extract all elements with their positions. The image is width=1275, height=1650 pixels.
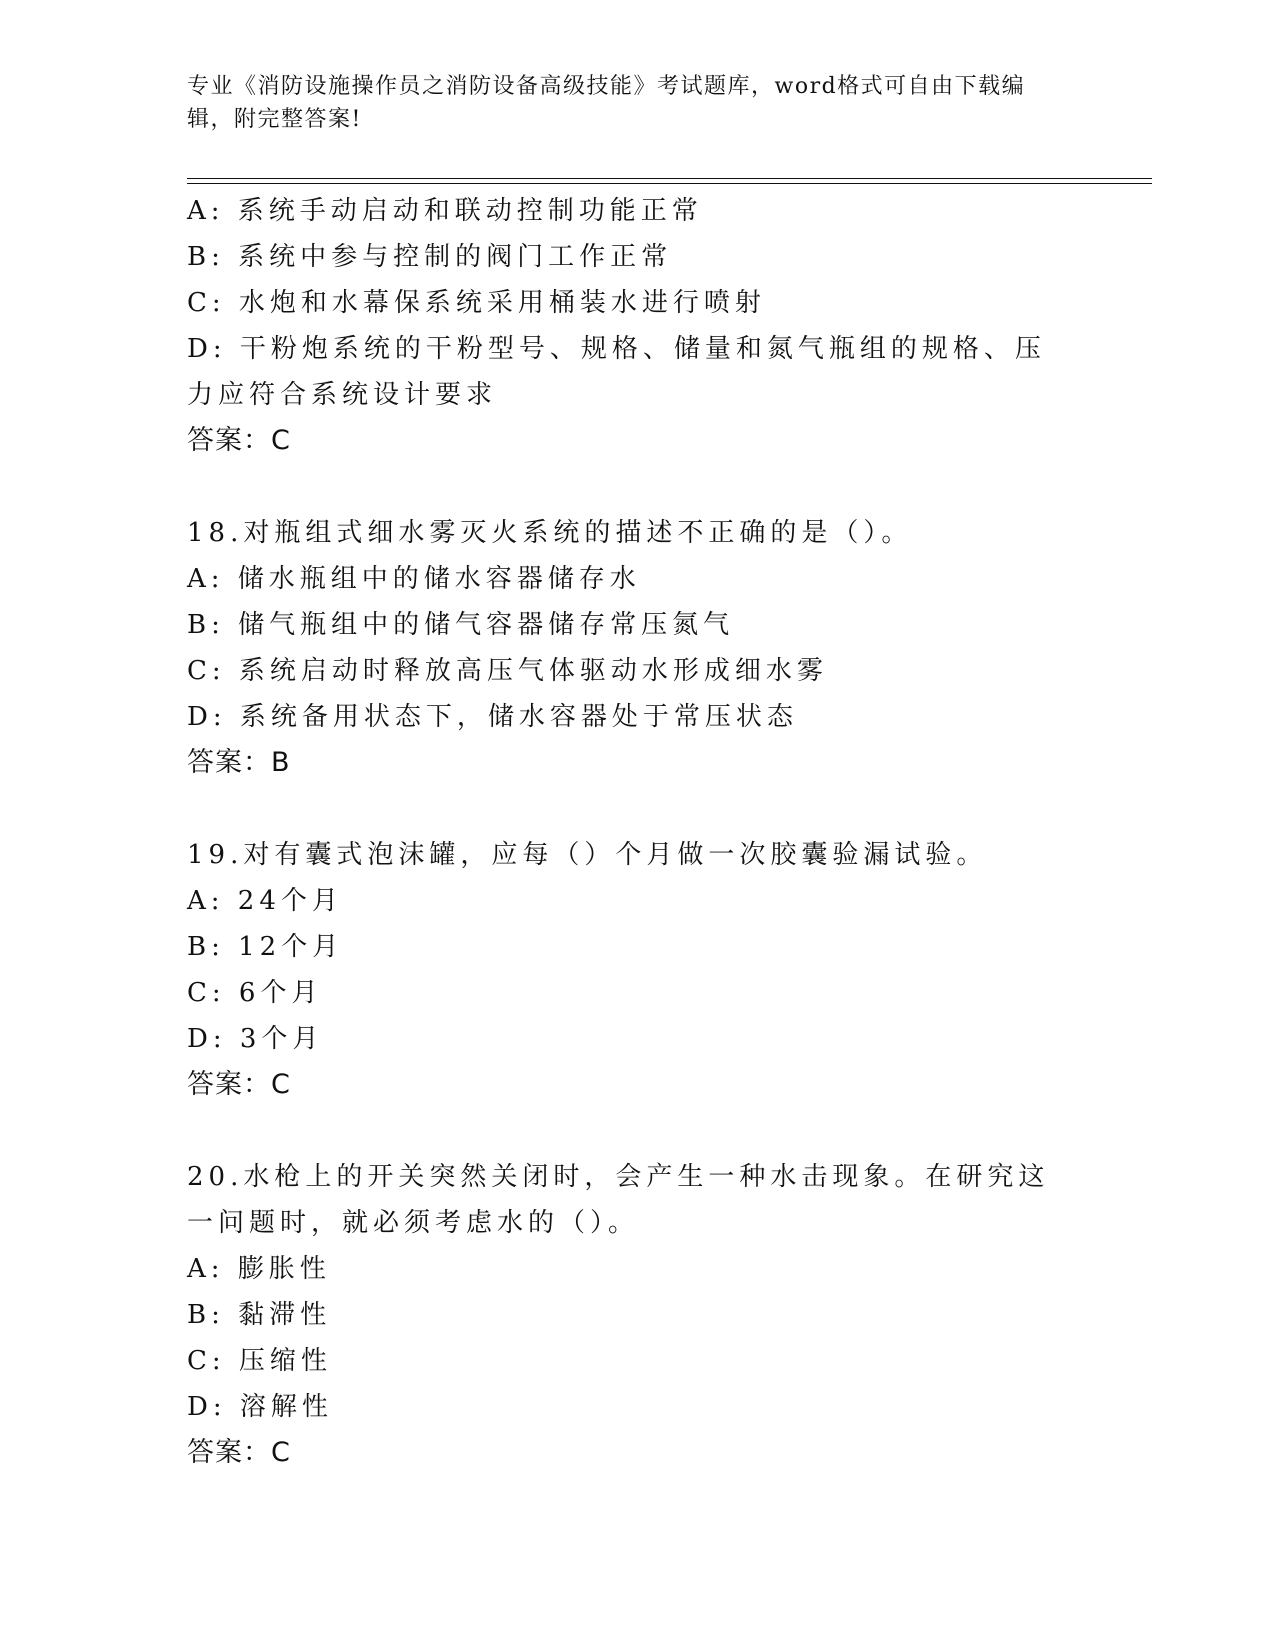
option-c: C: 6个月 xyxy=(187,978,323,1008)
option-b: B: 12个月 xyxy=(187,932,344,962)
option-b: B: 黏滞性 xyxy=(187,1300,332,1330)
document-header: 专业《消防设施操作员之消防设备高级技能》考试题库，word格式可自由下载编辑，附完整答案! xyxy=(187,74,1026,132)
question-19-block xyxy=(187,832,1067,1108)
answer-text: 答案：C xyxy=(187,425,291,456)
option-d: D: 系统备用状态下，储水容器处于常压状态 xyxy=(187,702,798,732)
option-d: D: 溶解性 xyxy=(187,1392,333,1422)
question-spacer xyxy=(187,1108,1067,1154)
question-text: 20.水枪上的开关突然关闭时，会产生一种水击现象。在研究这一问题时，就必须考虑水的（）。 xyxy=(187,1162,1050,1238)
option-a: A: 膨胀性 xyxy=(187,1254,331,1284)
header-divider-top xyxy=(187,178,1152,179)
option-a: A: 24个月 xyxy=(187,886,343,916)
option-d: D: 干粉炮系统的干粉型号、规格、储量和氮气瓶组的规格、压力应符合系统设计要求 xyxy=(187,334,1046,410)
question-text: 18.对瓶组式细水雾灭火系统的描述不正确的是（）。 xyxy=(187,518,913,548)
option-b: B: 系统中参与控制的阀门工作正常 xyxy=(187,242,673,272)
question-spacer xyxy=(187,464,1067,510)
question-17-block xyxy=(187,188,1067,464)
question-18-block xyxy=(187,510,1067,786)
option-a: A: 系统手动启动和联动控制功能正常 xyxy=(187,196,703,226)
question-list xyxy=(187,188,1067,1476)
option-c: C: 系统启动时释放高压气体驱动水形成细水雾 xyxy=(187,656,828,686)
option-c: C: 压缩性 xyxy=(187,1346,332,1376)
answer-text: 答案：C xyxy=(187,1069,291,1100)
option-c: C: 水炮和水幕保系统采用桶装水进行喷射 xyxy=(187,288,766,318)
answer-text: 答案：B xyxy=(187,747,291,778)
question-20-block xyxy=(187,1154,1067,1476)
option-b: B: 储气瓶组中的储气容器储存常压氮气 xyxy=(187,610,735,640)
option-a: A: 储水瓶组中的储水容器储存水 xyxy=(187,564,641,594)
question-spacer xyxy=(187,786,1067,832)
option-d: D: 3个月 xyxy=(187,1024,324,1054)
header-divider-bottom xyxy=(187,183,1152,184)
answer-text: 答案：C xyxy=(187,1437,291,1468)
question-text: 19.对有囊式泡沫罐，应每（）个月做一次胶囊验漏试验。 xyxy=(187,840,988,870)
